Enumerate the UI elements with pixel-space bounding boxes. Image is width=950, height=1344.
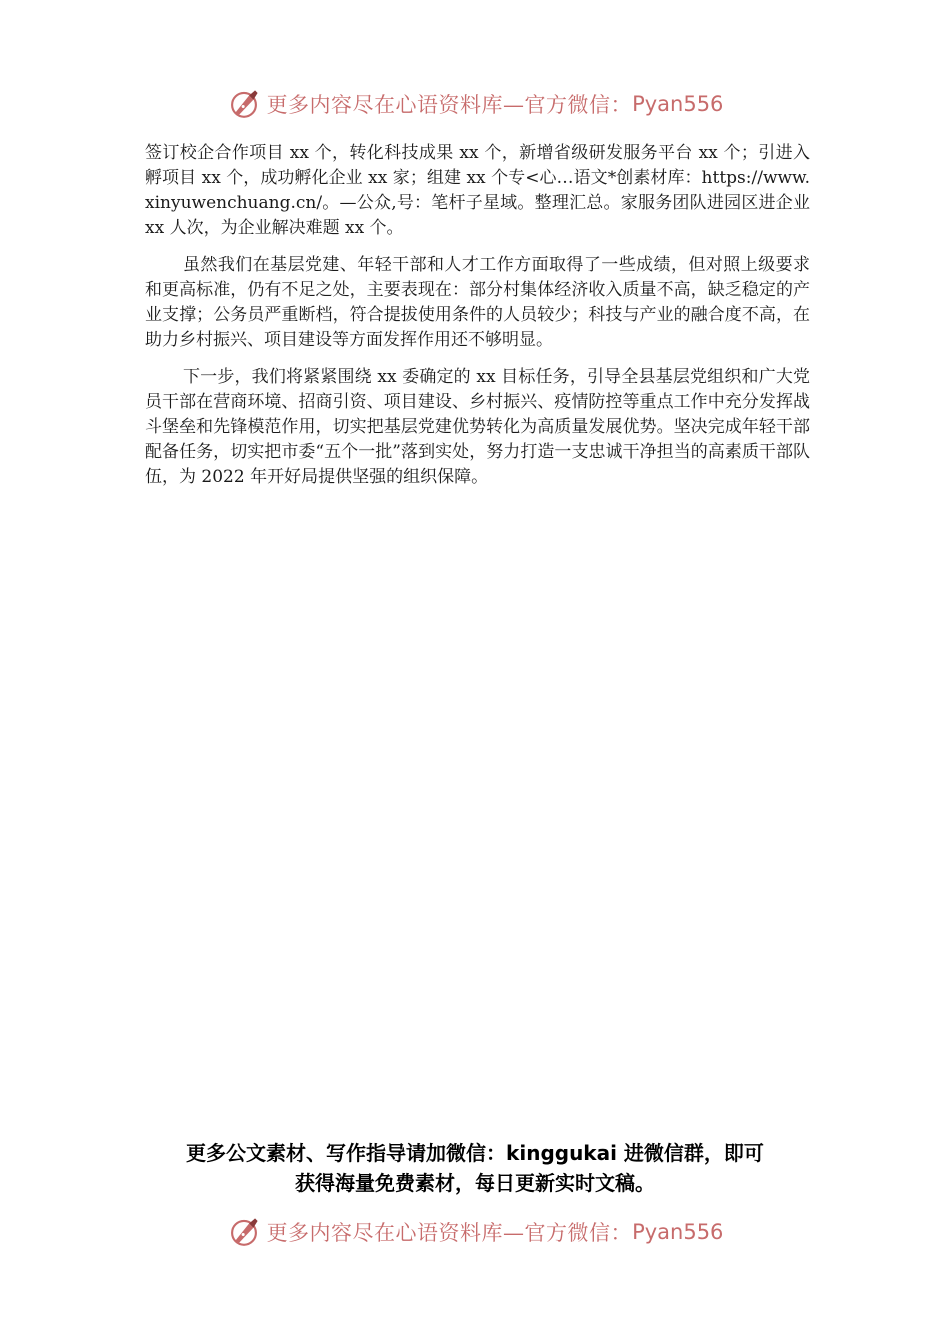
footer-note-line-2: 获得海量免费素材，每日更新实时文稿。 — [295, 1171, 655, 1195]
body-paragraph-2: 虽然我们在基层党建、年轻干部和人才工作方面取得了一些成绩，但对照上级要求和更高标准，仍有不足之处，主要表现在：部分村集体经济收入质量不高，缺乏稳定的产业支撑；公务员严重断档，符合提拔使用条件的人员较少；科技与产业的融合度不高，在助力乡村振兴、项目建设等方面发挥作用还不够明显。 — [145, 255, 810, 350]
pen-nib-logo-icon — [227, 87, 261, 121]
header-watermark — [0, 84, 950, 124]
footer-note — [120, 1138, 830, 1198]
footer-watermark — [0, 1212, 950, 1252]
watermark-contact-text: Pyan556 — [632, 1220, 724, 1244]
watermark-contact-text: Pyan556 — [632, 92, 724, 116]
document-body — [145, 141, 810, 502]
footer-note-line-1: 更多公文素材、写作指导请加微信：kinggukai 进微信群，即可 — [186, 1141, 764, 1165]
pen-nib-logo-icon — [227, 1215, 261, 1249]
watermark-brand-text: 更多内容尽在心语资料库—官方微信： — [266, 93, 633, 117]
body-paragraph-3: 下一步，我们将紧紧围绕 xx 委确定的 xx 目标任务，引导全县基层党组织和广大党员干部在营商环境、招商引资、项目建设、乡村振兴、疫情防控等重点工作中充分发挥战斗堡垒和先锋模范作用，切实把基层党建优势转化为高质量发展优势。坚决完成年轻干部配备任务，切实把市委“五个一批”落到实处，努力打造一支忠诚干净担当的高素质干部队伍，为 2022 年开好局提供坚强的组织保障。 — [145, 367, 810, 487]
body-paragraph-1: 签订校企合作项目 xx 个，转化科技成果 xx 个，新增省级研发服务平台 xx 个；引进入孵项目 xx 个，成功孵化企业 xx 家；组建 xx 个专<心…语文*创素材库：https://www.xinyuwenchuang.cn/。—公众,号：笔杆子星域。整理汇总。家服务团队进园区进企业 xx 人次，为企业解决难题 xx 个。 — [145, 143, 810, 238]
watermark-brand-text: 更多内容尽在心语资料库—官方微信： — [266, 1221, 633, 1245]
